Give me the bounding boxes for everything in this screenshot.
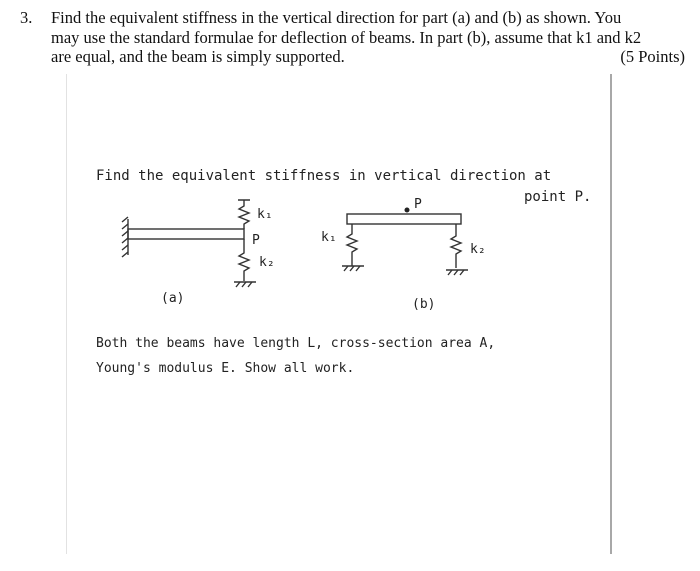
- fig-b-caption: (b): [412, 297, 436, 312]
- handwritten-title-line-2: point P.: [524, 189, 592, 205]
- question-line-2: may use the standard formulae for deflection of beams. In part (b), assume that k1 and k2: [51, 27, 642, 47]
- question-number: 3.: [20, 8, 33, 27]
- handwritten-note-line-1: Both the beams have length L, cross-section area A,: [96, 336, 496, 351]
- fig-a-k1-label: k₁: [257, 207, 273, 222]
- wall-hatching: [122, 217, 128, 257]
- left-spring-k1: [347, 224, 357, 266]
- cantilever-beam: [128, 229, 244, 239]
- handwritten-sketch: [66, 72, 612, 554]
- fig-a-p-label: P: [252, 233, 260, 248]
- figure-b: [342, 214, 468, 275]
- ground-hatching-b-right: [448, 270, 464, 275]
- question-line-1: Find the equivalent stiffness in the vertical direction for part (a) and (b) as shown. You: [51, 8, 622, 27]
- fig-b-k1-label: k₁: [321, 230, 337, 245]
- handwritten-problem-photo: [66, 72, 612, 554]
- simply-supported-beam: [347, 214, 461, 224]
- handwritten-title-line-1: Find the equivalent stiffness in vertical direction at: [96, 168, 552, 184]
- fig-a-k2-label: k₂: [259, 255, 275, 270]
- question-line-3: are equal, and the beam is simply supported.: [51, 47, 345, 66]
- bottom-spring-k2: [239, 239, 249, 281]
- right-spring-k2: [451, 224, 461, 268]
- figure-a: [122, 200, 256, 287]
- fig-b-k2-label: k₂: [470, 242, 486, 257]
- ground-hatching-b-left: [344, 266, 360, 271]
- handwritten-note-line-2: Young's modulus E. Show all work.: [96, 361, 355, 376]
- fig-a-caption: (a): [161, 291, 185, 306]
- question-points: (5 Points): [620, 47, 685, 66]
- ground-hatching-a: [236, 282, 252, 287]
- top-spring-k1: [238, 200, 250, 229]
- point-p-marker: [405, 208, 410, 213]
- fig-b-p-label: P: [414, 197, 422, 212]
